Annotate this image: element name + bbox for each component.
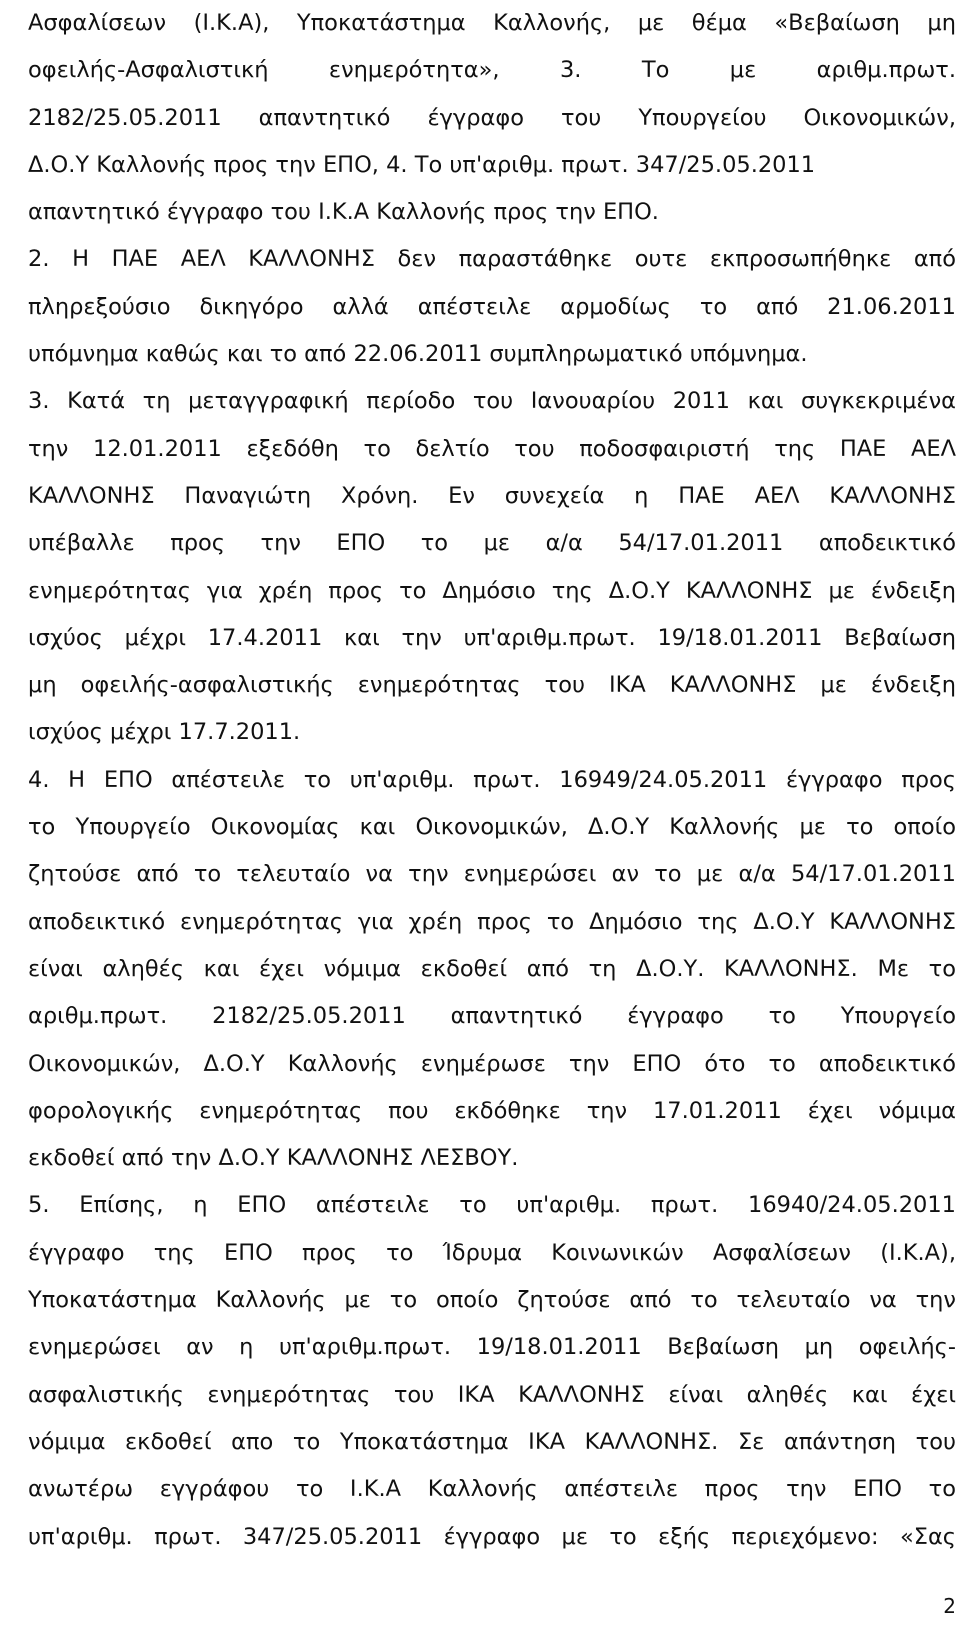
paragraph-point-5 (28, 1182, 956, 1560)
text-line: 5. Επίσης, η ΕΠΟ απέστειλε το υπ'αριθμ. πρωτ. 16940/24.05.2011 (28, 1192, 956, 1219)
text-line: αποδεικτικό ενημερότητας για χρέη προς το Δημόσιο της Δ.Ο.Υ ΚΑΛΛΟΝΗΣ (28, 908, 956, 935)
text-line: 2. Η ΠΑΕ ΑΕΛ ΚΑΛΛΟΝΗΣ δεν παραστάθηκε ουτε εκπροσωπήθηκε από (28, 246, 956, 273)
text-line: πληρεξούσιο δικηγόρο αλλά απέστειλε αρμοδίως το από 21.06.2011 (28, 293, 956, 320)
text-line: αριθμ.πρωτ. 2182/25.05.2011 απαντητικό έγγραφο το Υπουργείο (28, 1003, 956, 1030)
text-line: είναι αληθές και έχει νόμιμα εκδοθεί από τη Δ.Ο.Υ. ΚΑΛΛΟΝΗΣ. Με το (28, 955, 956, 982)
text-line: την 12.01.2011 εξεδόθη το δελτίο του ποδοσφαιριστή της ΠΑΕ ΑΕΛ (28, 435, 956, 462)
text-line: Υποκατάστημα Καλλονής με το οποίο ζητούσε από το τελευταίο να την (28, 1287, 956, 1314)
text-line: 2182/25.05.2011 απαντητικό έγγραφο του Υπουργείου Οικονομικών, (28, 104, 956, 131)
text-line: απαντητικό έγγραφο του Ι.Κ.Α Καλλονής προς την ΕΠΟ. (28, 199, 659, 226)
text-line: 4. Η ΕΠΟ απέστειλε το υπ'αριθμ. πρωτ. 16949/24.05.2011 έγγραφο προς (28, 766, 956, 793)
paragraph-point-3 (28, 378, 956, 756)
text-line: ισχύος μέχρι 17.7.2011. (28, 719, 301, 746)
text-line: μη οφειλής-ασφαλιστικής ενημερότητας του ΙΚΑ ΚΑΛΛΟΝΗΣ με ένδειξη (28, 672, 956, 699)
paragraph-intro-continued (28, 0, 956, 236)
text-line: οφειλής-Ασφαλιστική ενημερότητα», 3. Το με αριθμ.πρωτ. (28, 57, 956, 84)
document-page (28, 0, 956, 1561)
text-line: φορολογικής ενημερότητας που εκδόθηκε την 17.01.2011 έχει νόμιμα (28, 1097, 956, 1124)
text-line: ασφαλιστικής ενημερότητας του ΙΚΑ ΚΑΛΛΟΝΗΣ είναι αληθές και έχει (28, 1381, 956, 1408)
text-line: ενημερώσει αν η υπ'αριθμ.πρωτ. 19/18.01.2011 Βεβαίωση μη οφειλής- (28, 1334, 956, 1361)
text-line: το Υπουργείο Οικονομίας και Οικονομικών, Δ.Ο.Υ Καλλονής με το οποίο (28, 814, 956, 841)
text-line: υπέβαλλε προς την ΕΠΟ το με α/α 54/17.01.2011 αποδεικτικό (28, 530, 956, 557)
text-line: Δ.Ο.Υ Καλλονής προς την ΕΠΟ, 4. Το υπ'αριθμ. πρωτ. 347/25.05.2011 (28, 151, 816, 178)
text-line: νόμιμα εκδοθεί απο το Υποκατάστημα ΙΚΑ ΚΑΛΛΟΝΗΣ. Σε απάντηση του (28, 1428, 956, 1455)
text-line: ισχύος μέχρι 17.4.2011 και την υπ'αριθμ.πρωτ. 19/18.01.2011 Βεβαίωση (28, 624, 956, 651)
paragraph-point-2 (28, 236, 956, 378)
text-line: ενημερότητας για χρέη προς το Δημόσιο της Δ.Ο.Υ ΚΑΛΛΟΝΗΣ με ένδειξη (28, 577, 956, 604)
page-number: 2 (943, 1594, 956, 1618)
paragraph-point-4 (28, 757, 956, 1183)
text-line: υπ'αριθμ. πρωτ. 347/25.05.2011 έγγραφο με το εξής περιεχόμενο: «Σας (28, 1523, 956, 1550)
text-line: ανωτέρω εγγράφου το Ι.Κ.Α Καλλονής απέστειλε προς την ΕΠΟ τo (28, 1476, 956, 1503)
text-line: υπόμνημα καθώς και το από 22.06.2011 συμπληρωματικό υπόμνημα. (28, 341, 808, 368)
text-line: έγγραφο της ΕΠΟ προς το Ίδρυμα Κοινωνικών Ασφαλίσεων (Ι.Κ.Α), (28, 1239, 956, 1266)
text-line: ζητούσε από το τελευταίο να την ενημερώσει αν το με α/α 54/17.01.2011 (28, 861, 956, 888)
text-line: εκδοθεί από την Δ.Ο.Υ ΚΑΛΛΟΝΗΣ ΛΕΣΒΟΥ. (28, 1145, 519, 1172)
text-line: Οικονομικών, Δ.Ο.Υ Καλλονής ενημέρωσε την ΕΠΟ ότο το αποδεικτικό (28, 1050, 956, 1077)
text-line: 3. Κατά τη μεταγγραφική περίοδο του Ιανουαρίου 2011 και συγκεκριμένα (28, 388, 956, 415)
text-line: Ασφαλίσεων (Ι.Κ.Α), Υποκατάστημα Καλλονής, με θέμα «Βεβαίωση μη (28, 10, 956, 36)
text-line: ΚΑΛΛΟΝΗΣ Παναγιώτη Χρόνη. Εν συνεχεία η ΠΑΕ ΑΕΛ ΚΑΛΛΟΝΗΣ (28, 482, 956, 509)
